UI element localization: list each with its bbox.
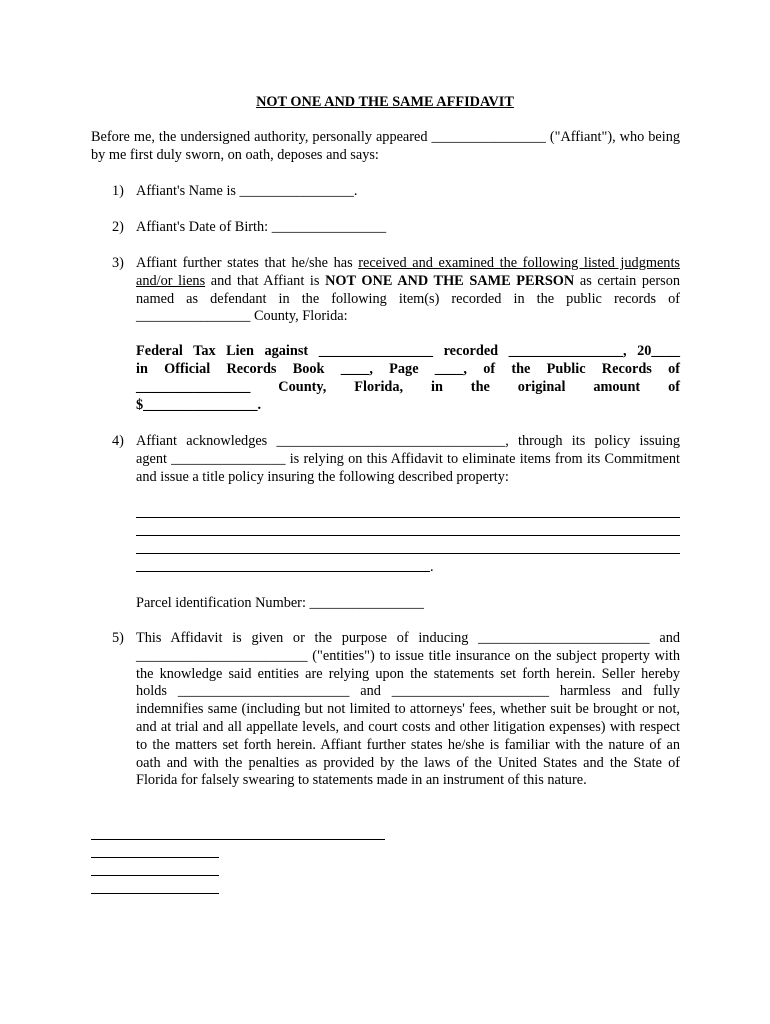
property-line-3 [136, 553, 680, 554]
lien-line-2: in Official Records Book ____, Page ____, of the Public Records of [136, 361, 680, 377]
item-text-post: as certain person named as defendant in the following item(s) recorded in the public records of ________________ County, Florida: [136, 272, 680, 325]
signature-info-line-2 [91, 875, 219, 876]
parcel-number: Parcel identification Number: ________________ [136, 595, 424, 611]
property-line-4 [136, 571, 430, 572]
property-end-period: . [430, 559, 434, 575]
item-text: This Affidavit is given or the purpose of inducing ________________________ and ________________________ ("entities") to issue title insurance on the subject property with the knowledge said entities are relying upon the statements set forth herein. Seller hereby holds ________________________ and ______________________ harmless and fully indemnifies same (including but not limited to attorneys' fees, whether suit be brought or not, and at trial and all appellate levels, and court costs and other litigation expenses) with respect to the matters set forth herein. Affiant further states he/she is familiar with the nature of an oath and with the penalties as provided by the laws of the United States and the State of Florida for falsely swearing to statements made in an instrument of this nature. [136, 630, 680, 789]
property-line-2 [136, 535, 680, 536]
item-text: Affiant's Name is ________________. [136, 183, 358, 199]
item-number: 1) [112, 183, 124, 199]
item-number: 5) [112, 630, 124, 646]
item-number: 2) [112, 219, 124, 235]
bold-phrase: NOT ONE AND THE SAME PERSON [325, 272, 575, 289]
lien-line-1: Federal Tax Lien against ________________ recorded ________________, 20____ [136, 343, 680, 359]
item-number: 3) [112, 255, 124, 271]
lien-line-3: ________________ County, Florida, in the original amount of [136, 379, 680, 395]
item-text: Affiant's Date of Birth: ________________ [136, 219, 387, 235]
signature-info-line-3 [91, 893, 219, 894]
intro-paragraph: Before me, the undersigned authority, personally appeared ________________ ("Affiant"), who being by me first duly sworn, on oath, deposes and says: [91, 129, 680, 163]
item-text-pre: Affiant further states that he/she has [136, 255, 359, 271]
document-title: NOT ONE AND THE SAME AFFIDAVIT [256, 94, 514, 110]
underlined-phrase: received and examined the following listed judgments and/or liens [136, 255, 680, 289]
item-number: 4) [112, 433, 124, 449]
signature-line [91, 839, 385, 840]
lien-line-4: $________________. [136, 397, 262, 413]
signature-info-line-1 [91, 857, 219, 858]
item-text-mid: and that Affiant is [205, 272, 326, 289]
property-line-1 [136, 517, 680, 518]
item-text [136, 255, 680, 326]
item-text: Affiant acknowledges ________________________________, through its policy issuing agent ________________ is relying on this Affidavit to eliminate items from its Commitment and issue a title policy insuring the following described property: [136, 433, 680, 485]
